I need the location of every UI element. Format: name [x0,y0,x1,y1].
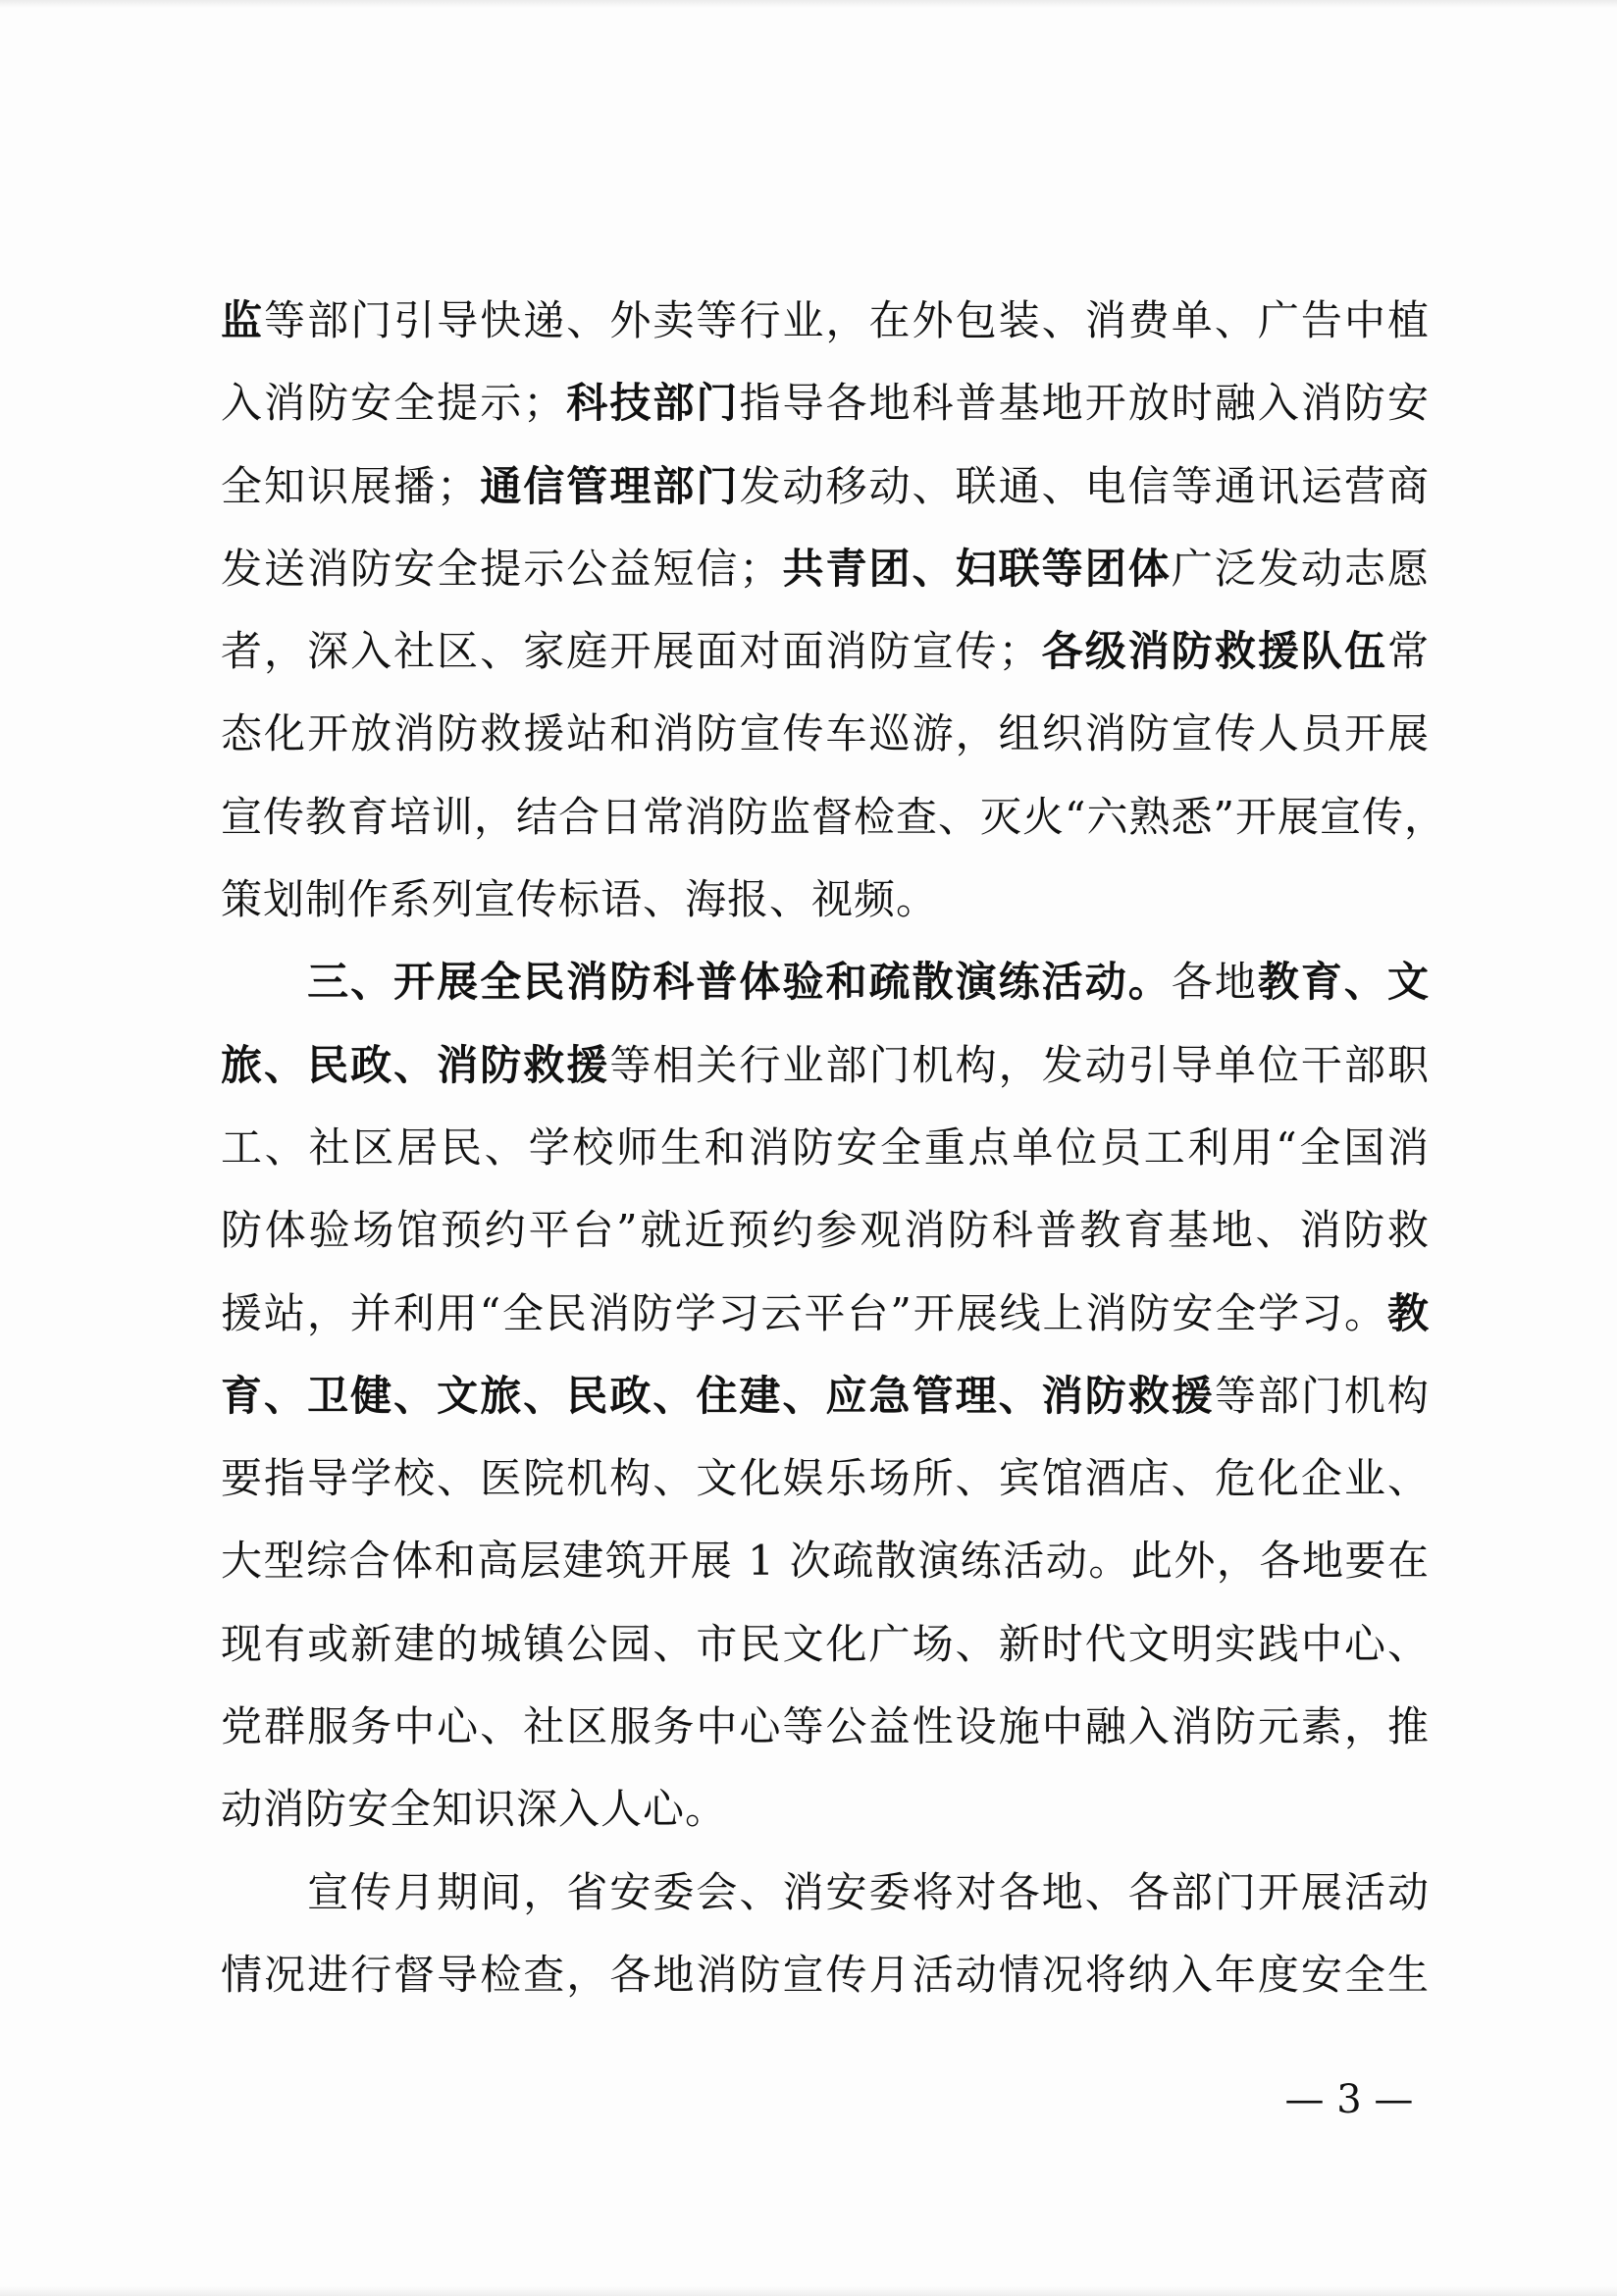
bold-text-run: 旅、民政、消防救援 [221,1040,610,1089]
text-run: 宣传月期间，省安委会、消安委将对各地、各部门开展活动 [221,1867,1430,1916]
text-run: 者，深入社区、家庭开展面对面消防宣传； [221,627,1041,676]
text-run: 等部门引导快递、外卖等行业，在外包装、消费单、广告中植 [264,296,1430,344]
text-line [221,1520,1430,1602]
text-line [221,1355,1430,1437]
text-line [221,941,1430,1023]
bold-text-run: 三、开展全民消防科普体验和疏散演练活动。 [307,958,1172,1007]
text-run: 大型综合体和高层建筑开展 1 次疏散演练活动。此外，各地要在 [221,1537,1430,1586]
text-run: 入消防安全提示； [221,379,566,428]
text-run: 策划制作系列宣传标语、海报、视频。 [221,875,939,924]
bold-text-run: 科技部门 [565,379,740,428]
text-run: 全知识展播； [221,461,480,510]
text-run [221,958,307,1006]
body-text [221,280,1446,2016]
bold-text-run: 育、卫健、文旅、民政、住建、应急管理、消防救援 [221,1371,1215,1420]
text-run: 各地 [1171,958,1258,1007]
text-run: 防体验场馆预约平台”就近预约参观消防科普教育基地、消防救 [221,1206,1430,1255]
text-line [221,1189,1430,1272]
text-line [221,776,1446,859]
text-run: 广泛发动志愿 [1171,544,1430,593]
text-run: 发送消防安全提示公益短信； [221,544,782,593]
text-line [221,280,1430,362]
text-run: 要指导学校、医院机构、文化娱乐场所、宾馆酒店、危化企业、 [221,1454,1430,1503]
text-line [221,1852,1430,1934]
text-line [221,1024,1430,1107]
text-run: 态化开放消防救援站和消防宣传车巡游，组织消防宣传人员开展 [221,709,1430,758]
text-run: 动消防安全知识深入人心。 [221,1785,728,1834]
bold-text-run: 通信管理部门 [479,461,740,510]
text-line [221,693,1430,775]
text-run: 宣传教育培训，结合日常消防监督检查、灭火“六熟悉”开展宣传， [221,792,1446,841]
text-run: 发动移动、联通、电信等通讯运营商 [739,461,1430,510]
text-run: 指导各地科普基地开放时融入消防安 [739,379,1430,428]
text-line [221,1686,1430,1768]
text-line [221,610,1430,693]
bold-text-run: 共青团、妇联等团体 [781,544,1172,593]
text-line [221,859,1430,941]
text-line [221,1273,1430,1355]
text-line [221,1437,1430,1520]
bold-text-run: 监 [221,296,265,344]
page-number: — 3 — [1284,2077,1414,2122]
text-run: 等部门机构 [1214,1371,1430,1420]
text-line [221,445,1430,528]
text-line [221,528,1430,610]
text-run: 党群服务中心、社区服务中心等公益性设施中融入消防元素，推 [221,1702,1430,1751]
text-run: 援站，并利用“全民消防学习云平台”开展线上消防安全学习。 [221,1288,1387,1337]
text-line [221,1934,1430,2016]
text-run: 现有或新建的城镇公园、市民文化广场、新时代文明实践中心、 [221,1619,1430,1668]
text-line [221,1107,1430,1189]
text-run: 工、社区居民、学校师生和消防安全重点单位员工利用“全国消 [221,1122,1430,1172]
text-run: 情况进行督导检查，各地消防宣传月活动情况将纳入年度安全生 [221,1950,1430,1999]
text-run: 常 [1386,627,1430,676]
text-line [221,362,1430,444]
bold-text-run: 教 [1386,1288,1430,1337]
bold-text-run: 教育、文 [1257,958,1430,1007]
scan-edge-bottom [0,2286,1617,2296]
scan-edge-top [0,0,1617,8]
text-line [221,1603,1430,1686]
bold-text-run: 各级消防救援队伍 [1040,627,1387,676]
text-line [221,1768,1430,1851]
text-run: 等相关行业部门机构，发动引导单位干部职 [609,1040,1430,1089]
